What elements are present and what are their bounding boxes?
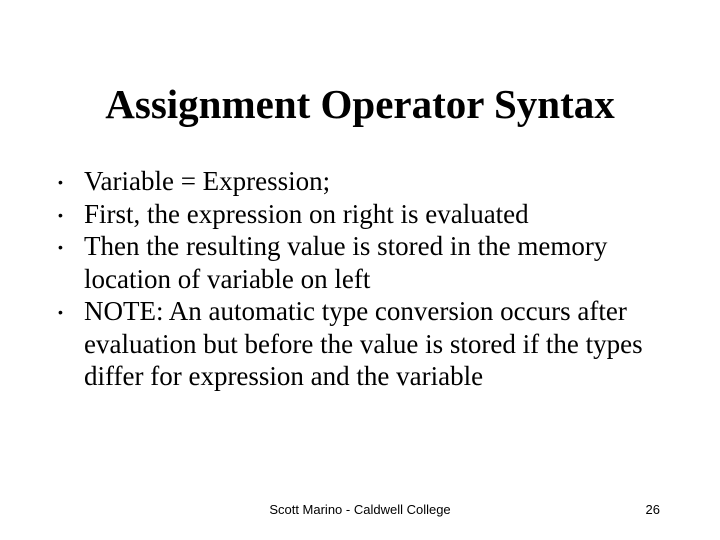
bullet-text: NOTE: An automatic type conversion occurs after evaluation but before the value is stored if the types differ for expression and the variable	[84, 296, 643, 391]
bullet-text: Variable = Expression;	[84, 166, 331, 196]
bullet-list	[58, 165, 678, 393]
slide-title: Assignment Operator Syntax	[105, 81, 615, 127]
footer-author: Scott Marino - Caldwell College	[269, 502, 451, 517]
bullet-point-icon: •	[58, 174, 63, 190]
bullet-item	[58, 230, 678, 295]
bullet-item	[58, 165, 678, 198]
bullet-item	[58, 198, 678, 231]
bullet-point-icon: •	[58, 239, 63, 255]
bullet-text: First, the expression on right is evaluated	[84, 198, 529, 229]
bullet-text: Then the resulting value is stored in the memory location of variable on left	[84, 231, 608, 294]
bullet-item	[58, 295, 678, 393]
bullet-point-icon: •	[58, 304, 63, 320]
page-number: 26	[645, 502, 660, 517]
bullet-point-icon: •	[58, 206, 63, 223]
